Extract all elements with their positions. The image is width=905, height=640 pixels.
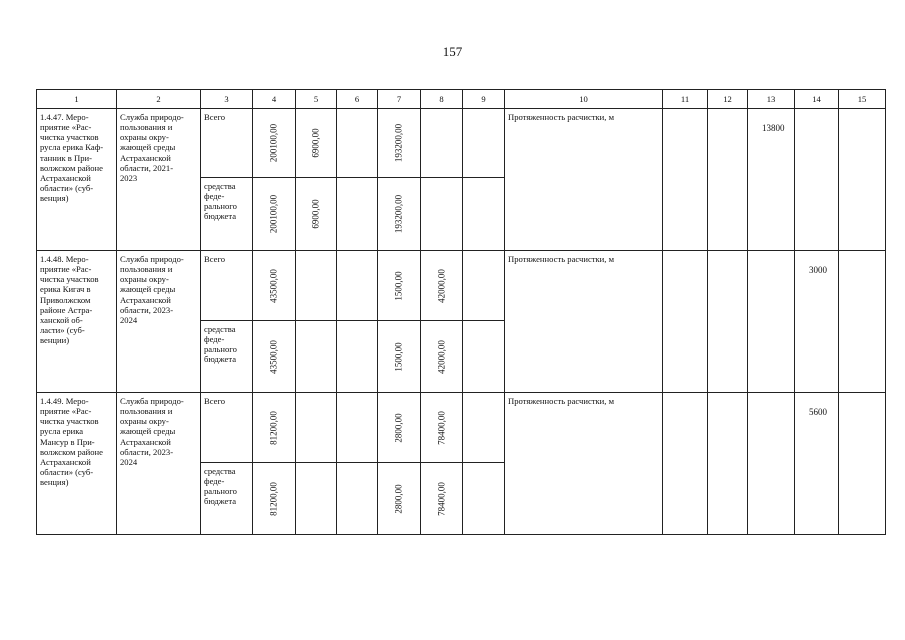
funding-source-cell-text: средства феде- рального бюджета — [204, 181, 237, 222]
amount-col7-cell — [378, 321, 421, 393]
amount-col6-cell — [337, 251, 378, 321]
executor-cell — [117, 109, 201, 251]
amount-col5-cell — [296, 393, 337, 463]
indicator-cell — [505, 109, 663, 251]
col11-cell — [663, 393, 708, 535]
cell-value: 6900,00 — [310, 199, 321, 229]
amount-col9-cell — [463, 109, 505, 178]
col-header-10: 10 — [505, 90, 663, 109]
indicator-cell — [505, 393, 663, 535]
indicator-cell-text: Протяженность расчистки, м — [508, 254, 615, 264]
amount-col9-cell — [463, 321, 505, 393]
cell-value: 200100,00 — [268, 194, 279, 234]
amount-col4-cell — [253, 321, 296, 393]
cell-value: 6900,00 — [310, 128, 321, 158]
cell-value: 42000,00 — [436, 268, 447, 303]
amount-col8-cell — [421, 251, 463, 321]
header-row — [37, 90, 886, 109]
amount-col5-cell — [296, 178, 337, 251]
table-row — [37, 109, 886, 178]
page-number: 157 — [442, 44, 463, 59]
col11-cell — [663, 109, 708, 251]
activity-cell — [37, 109, 117, 251]
amount-col5-cell — [296, 321, 337, 393]
executor-cell — [117, 251, 201, 393]
cell-value: 1500,00 — [393, 270, 404, 301]
cell-value: 2800,00 — [393, 483, 404, 514]
col13-cell-text — [748, 251, 794, 265]
col-header-8: 8 — [421, 90, 463, 109]
amount-col6-cell — [337, 463, 378, 535]
amount-col6-cell — [337, 393, 378, 463]
executor-cell-text: Служба природо- пользования и охраны окру- жающей среды Астраханской области, 2023- 2024 — [120, 254, 184, 325]
col12-cell — [708, 251, 748, 393]
activity-cell — [37, 393, 117, 535]
amount-col5-cell — [296, 109, 337, 178]
col-header-15: 15 — [839, 90, 886, 109]
amount-col8-cell — [421, 321, 463, 393]
col-header-11: 11 — [663, 90, 708, 109]
amount-col8-cell — [421, 109, 463, 178]
executor-cell-text: Служба природо- пользования и охраны окру- жающей среды Астраханской области, 2023- 2024 — [120, 396, 184, 467]
cell-value: 43500,00 — [268, 339, 279, 374]
amount-col7-cell — [378, 393, 421, 463]
amount-col8-cell — [421, 393, 463, 463]
amount-col4-cell — [253, 178, 296, 251]
col13-cell — [748, 393, 795, 535]
cell-value: 78400,00 — [436, 410, 447, 445]
col-header-4: 4 — [253, 90, 296, 109]
col11-cell — [663, 251, 708, 393]
col-header-12: 12 — [708, 90, 748, 109]
program-table — [36, 89, 886, 535]
amount-col4-cell — [253, 251, 296, 321]
funding-source-cell — [201, 109, 253, 178]
amount-col4-cell — [253, 109, 296, 178]
cell-value: 43500,00 — [268, 268, 279, 303]
funding-source-cell-text: Всего — [204, 112, 226, 122]
amount-col9-cell — [463, 178, 505, 251]
col-header-3: 3 — [201, 90, 253, 109]
funding-source-cell — [201, 178, 253, 251]
col14-cell — [795, 251, 839, 393]
amount-col7-cell — [378, 251, 421, 321]
col13-cell-text — [748, 393, 794, 407]
table-row — [37, 251, 886, 321]
cell-value: 81200,00 — [268, 481, 279, 516]
amount-col9-cell — [463, 393, 505, 463]
col-header-13: 13 — [748, 90, 795, 109]
col15-cell — [839, 393, 886, 535]
amount-col7-cell — [378, 178, 421, 251]
amount-col4-cell — [253, 393, 296, 463]
amount-col6-cell — [337, 109, 378, 178]
executor-cell-text: Служба природо- пользования и охраны окру- жающей среды Астраханской области, 2021- 2023 — [120, 112, 184, 183]
funding-source-cell-text: Всего — [204, 254, 226, 264]
cell-value: 193200,00 — [393, 194, 404, 234]
amount-col9-cell — [463, 463, 505, 535]
amount-col9-cell — [463, 251, 505, 321]
activity-cell-text: 1.4.48. Меро- приятие «Рас- чистка участков ерика Кигач в Приволжском районе Астра- ханской об- ласти» (суб- венции) — [40, 254, 99, 346]
cell-value: 1500,00 — [393, 341, 404, 372]
table-row — [37, 393, 886, 463]
funding-source-cell-text: Всего — [204, 396, 226, 406]
indicator-cell-text: Протяженность расчистки, м — [508, 396, 615, 406]
col14-cell-text — [795, 109, 838, 123]
col15-cell — [839, 251, 886, 393]
funding-source-cell-text: средства феде- рального бюджета — [204, 466, 237, 507]
amount-col8-cell — [421, 178, 463, 251]
funding-source-cell-text: средства феде- рального бюджета — [204, 324, 237, 365]
col12-cell — [708, 393, 748, 535]
col13-cell — [748, 251, 795, 393]
cell-value: 78400,00 — [436, 481, 447, 516]
col-header-14: 14 — [795, 90, 839, 109]
funding-source-cell — [201, 463, 253, 535]
col-header-2: 2 — [117, 90, 201, 109]
funding-source-cell — [201, 251, 253, 321]
col15-cell — [839, 109, 886, 251]
col12-cell — [708, 109, 748, 251]
activity-cell — [37, 251, 117, 393]
indicator-cell — [505, 251, 663, 393]
amount-col4-cell — [253, 463, 296, 535]
amount-col6-cell — [337, 178, 378, 251]
amount-col5-cell — [296, 251, 337, 321]
cell-value: 42000,00 — [436, 339, 447, 374]
col14-cell — [795, 109, 839, 251]
col14-cell-text: 3000 — [809, 265, 827, 275]
funding-source-cell — [201, 393, 253, 463]
executor-cell — [117, 393, 201, 535]
funding-source-cell — [201, 321, 253, 393]
amount-col5-cell — [296, 463, 337, 535]
col-header-5: 5 — [296, 90, 337, 109]
activity-cell-text: 1.4.47. Меро- приятие «Рас- чистка участков русла ерика Каф- танник в При- волжском районе Астраханской области» (суб- венция) — [40, 112, 104, 204]
cell-value: 81200,00 — [268, 410, 279, 445]
col14-cell — [795, 393, 839, 535]
col13-cell-text: 13800 — [762, 123, 785, 133]
col-header-7: 7 — [378, 90, 421, 109]
col-header-6: 6 — [337, 90, 378, 109]
col14-cell-text: 5600 — [809, 407, 827, 417]
amount-col7-cell — [378, 463, 421, 535]
amount-col6-cell — [337, 321, 378, 393]
col-header-1: 1 — [37, 90, 117, 109]
cell-value: 200100,00 — [268, 123, 279, 163]
indicator-cell-text: Протяженность расчистки, м — [508, 112, 615, 122]
cell-value: 2800,00 — [393, 412, 404, 443]
activity-cell-text: 1.4.49. Меро- приятие «Рас- чистка участков русла ерика Мансур в При- волжском районе Астраханской области» (суб- венция) — [40, 396, 103, 488]
cell-value: 193200,00 — [393, 123, 404, 163]
amount-col7-cell — [378, 109, 421, 178]
col-header-9: 9 — [463, 90, 505, 109]
amount-col8-cell — [421, 463, 463, 535]
col13-cell — [748, 109, 795, 251]
